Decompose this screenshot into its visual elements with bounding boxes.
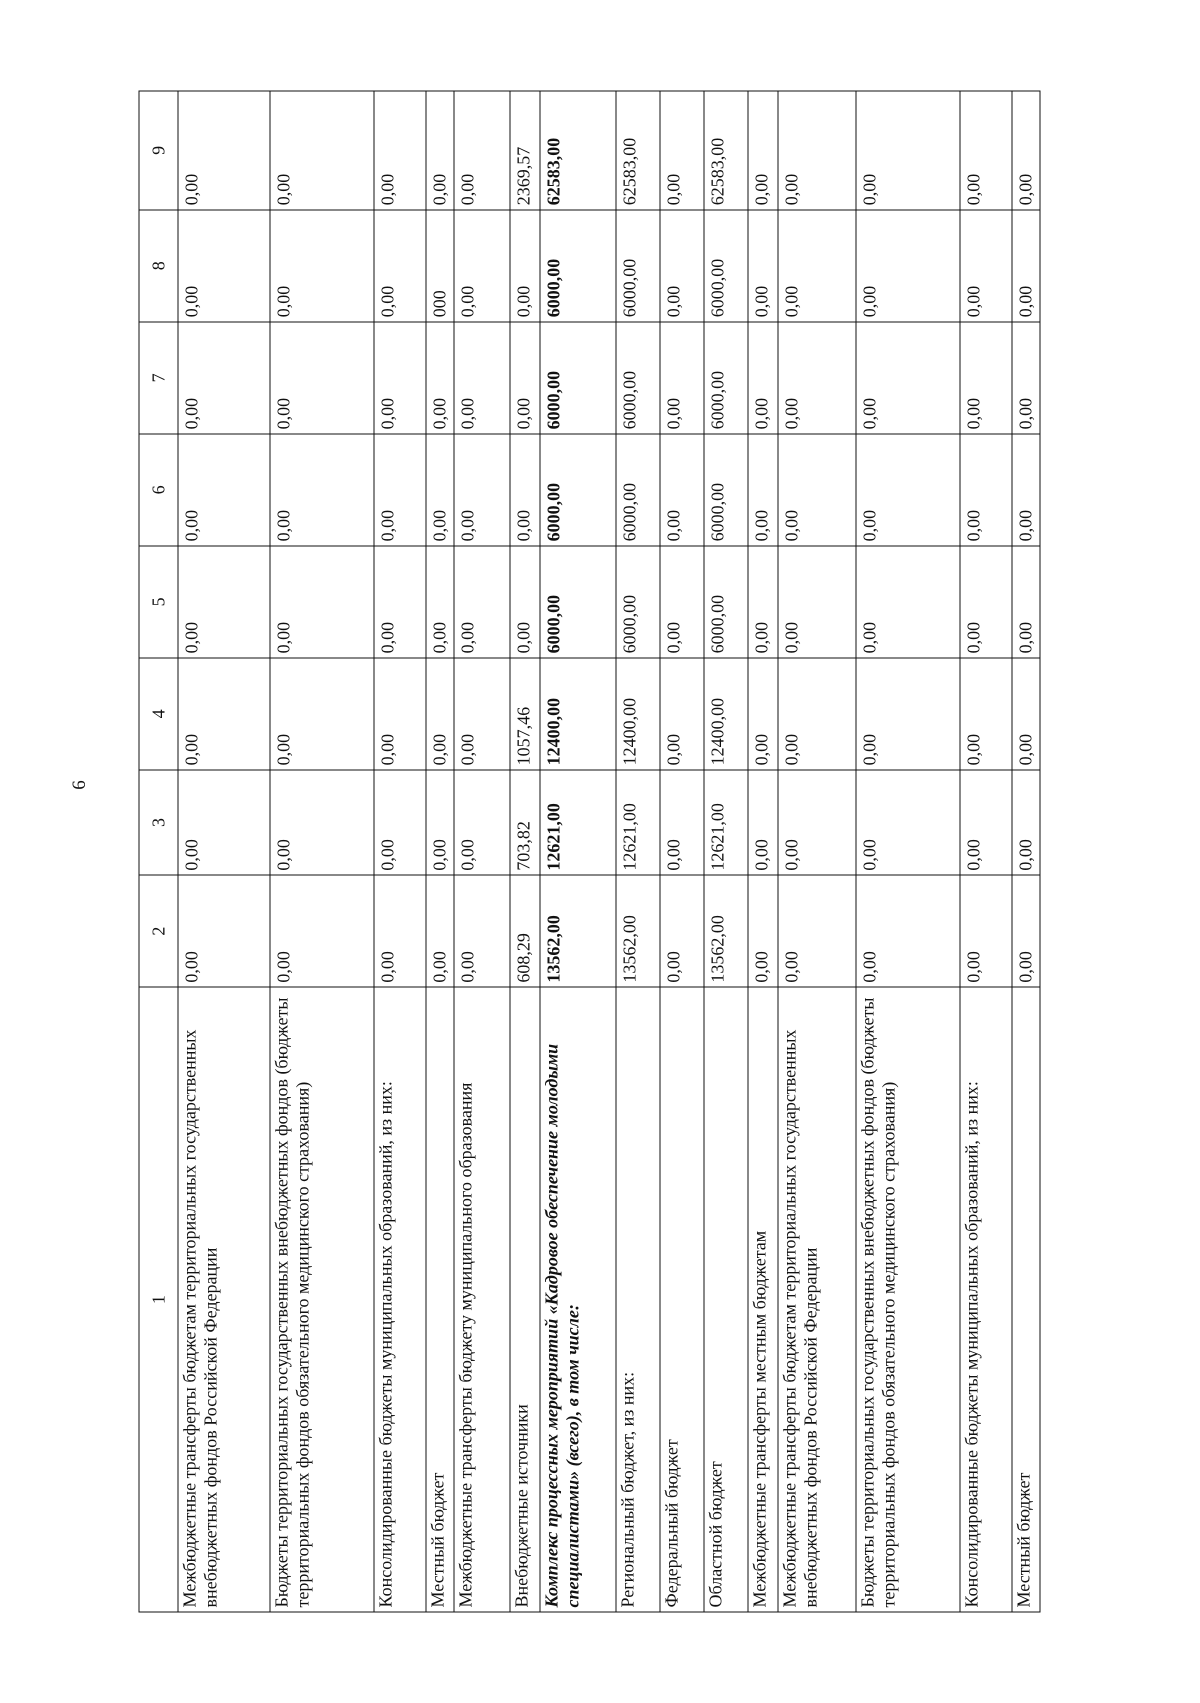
value-cell-col7: 0,00	[178, 322, 270, 434]
value-cell-col6: 0,00	[374, 434, 426, 546]
value-cell-col9: 0,00	[178, 91, 270, 210]
value-cell-col8: 0,00	[748, 210, 778, 322]
value-cell-col8: 6000,00	[704, 210, 748, 322]
value-cell-col6: 6000,00	[616, 434, 660, 546]
value-cell-col4: 0,00	[960, 658, 1012, 770]
value-cell-col5: 6000,00	[616, 546, 660, 658]
value-cell-col5: 0,00	[426, 546, 454, 658]
table-row	[748, 91, 778, 1612]
value-cell-col5: 0,00	[960, 546, 1012, 658]
table-row	[178, 91, 270, 1612]
value-cell-col3: 0,00	[178, 770, 270, 875]
header-cell-5: 5	[139, 546, 178, 658]
value-cell-col4: 12400,00	[540, 658, 616, 770]
value-cell-col2: 13562,00	[540, 875, 616, 987]
value-cell-col4: 0,00	[1012, 658, 1040, 770]
row-label: Внебюджетные источники	[510, 987, 540, 1612]
value-cell-col9: 0,00	[454, 91, 510, 210]
value-cell-col8: 6000,00	[540, 210, 616, 322]
value-cell-col4: 0,00	[748, 658, 778, 770]
table-row	[454, 91, 510, 1612]
table-row	[540, 91, 616, 1612]
table-row	[660, 91, 704, 1612]
value-cell-col2: 0,00	[1012, 875, 1040, 987]
value-cell-col2: 0,00	[660, 875, 704, 987]
value-cell-col7: 6000,00	[616, 322, 660, 434]
value-cell-col7: 0,00	[510, 322, 540, 434]
value-cell-col3: 703,82	[510, 770, 540, 875]
value-cell-col8: 6000,00	[616, 210, 660, 322]
row-label: Бюджеты территориальных государственных внебюджетных фондов (бюджеты территориальных фондов обязательного медицинского страхования)	[270, 987, 374, 1612]
value-cell-col4: 0,00	[660, 658, 704, 770]
value-cell-col9: 62583,00	[540, 91, 616, 210]
table-row	[270, 91, 374, 1612]
value-cell-col5: 6000,00	[540, 546, 616, 658]
header-cell-2: 2	[139, 875, 178, 987]
value-cell-col7: 6000,00	[704, 322, 748, 434]
row-label: Областной бюджет	[704, 987, 748, 1612]
table-row	[704, 91, 748, 1612]
row-label: Комплекс процессных мероприятий «Кадровое обеспечение молодыми специалистами» (всего), в том числе:	[540, 987, 616, 1612]
value-cell-col6: 0,00	[178, 434, 270, 546]
value-cell-col9: 0,00	[426, 91, 454, 210]
value-cell-col6: 0,00	[778, 434, 856, 546]
value-cell-col9: 0,00	[1012, 91, 1040, 210]
value-cell-col8: 0,00	[374, 210, 426, 322]
value-cell-col2: 0,00	[748, 875, 778, 987]
value-cell-col5: 0,00	[778, 546, 856, 658]
value-cell-col9: 0,00	[960, 91, 1012, 210]
row-label: Федеральный бюджет	[660, 987, 704, 1612]
value-cell-col7: 0,00	[856, 322, 960, 434]
value-cell-col7: 0,00	[748, 322, 778, 434]
value-cell-col5: 0,00	[374, 546, 426, 658]
value-cell-col8: 0,00	[960, 210, 1012, 322]
header-row	[139, 91, 178, 1612]
value-cell-col9: 62583,00	[704, 91, 748, 210]
table-row	[1012, 91, 1040, 1612]
row-label: Межбюджетные трансферты бюджету муниципального образования	[454, 987, 510, 1612]
row-label: Консолидированные бюджеты муниципальных образований, из них:	[374, 987, 426, 1612]
value-cell-col9: 0,00	[660, 91, 704, 210]
value-cell-col3: 12621,00	[540, 770, 616, 875]
rotated-table-wrapper	[139, 91, 1062, 1613]
value-cell-col7: 0,00	[1012, 322, 1040, 434]
value-cell-col2: 13562,00	[704, 875, 748, 987]
value-cell-col9: 0,00	[856, 91, 960, 210]
value-cell-col2: 0,00	[454, 875, 510, 987]
value-cell-col3: 12621,00	[704, 770, 748, 875]
value-cell-col2: 0,00	[270, 875, 374, 987]
table-row	[426, 91, 454, 1612]
value-cell-col4: 0,00	[778, 658, 856, 770]
value-cell-col5: 0,00	[454, 546, 510, 658]
header-cell-4: 4	[139, 658, 178, 770]
table-row	[960, 91, 1012, 1612]
value-cell-col8: 0,00	[270, 210, 374, 322]
value-cell-col6: 0,00	[510, 434, 540, 546]
page-number: 6	[69, 780, 90, 790]
value-cell-col6: 0,00	[960, 434, 1012, 546]
value-cell-col8: 0,00	[660, 210, 704, 322]
row-label: Межбюджетные трансферты бюджетам территориальных государственных внебюджетных фондов Российской Федерации	[778, 987, 856, 1612]
value-cell-col2: 0,00	[178, 875, 270, 987]
value-cell-col7: 0,00	[454, 322, 510, 434]
value-cell-col4: 0,00	[374, 658, 426, 770]
row-label: Консолидированные бюджеты муниципальных образований, из них:	[960, 987, 1012, 1612]
value-cell-col9: 0,00	[778, 91, 856, 210]
value-cell-col3: 0,00	[660, 770, 704, 875]
value-cell-col7: 0,00	[960, 322, 1012, 434]
value-cell-col6: 6000,00	[704, 434, 748, 546]
table-row	[374, 91, 426, 1612]
value-cell-col4: 12400,00	[704, 658, 748, 770]
value-cell-col6: 6000,00	[540, 434, 616, 546]
value-cell-col9: 0,00	[270, 91, 374, 210]
value-cell-col7: 0,00	[660, 322, 704, 434]
value-cell-col4: 0,00	[426, 658, 454, 770]
row-label: Межбюджетные трансферты местным бюджетам	[748, 987, 778, 1612]
value-cell-col2: 0,00	[374, 875, 426, 987]
value-cell-col2: 13562,00	[616, 875, 660, 987]
value-cell-col3: 12621,00	[616, 770, 660, 875]
value-cell-col4: 0,00	[454, 658, 510, 770]
table-row	[856, 91, 960, 1612]
value-cell-col2: 0,00	[426, 875, 454, 987]
value-cell-col8: 0,00	[510, 210, 540, 322]
value-cell-col3: 0,00	[960, 770, 1012, 875]
value-cell-col6: 0,00	[426, 434, 454, 546]
value-cell-col6: 0,00	[660, 434, 704, 546]
value-cell-col3: 0,00	[856, 770, 960, 875]
budget-table	[139, 91, 1041, 1613]
header-cell-6: 6	[139, 434, 178, 546]
value-cell-col5: 0,00	[510, 546, 540, 658]
value-cell-col9: 0,00	[374, 91, 426, 210]
value-cell-col4: 0,00	[178, 658, 270, 770]
value-cell-col3: 0,00	[454, 770, 510, 875]
header-cell-8: 8	[139, 210, 178, 322]
row-label: Межбюджетные трансферты бюджетам территориальных государственных внебюджетных фондов Российской Федерации	[178, 987, 270, 1612]
value-cell-col4: 0,00	[270, 658, 374, 770]
table-row	[616, 91, 660, 1612]
table-row	[778, 91, 856, 1612]
value-cell-col3: 0,00	[426, 770, 454, 875]
value-cell-col5: 0,00	[1012, 546, 1040, 658]
value-cell-col6: 0,00	[748, 434, 778, 546]
value-cell-col6: 0,00	[270, 434, 374, 546]
row-label: Местный бюджет	[1012, 987, 1040, 1612]
value-cell-col7: 6000,00	[540, 322, 616, 434]
value-cell-col9: 2369,57	[510, 91, 540, 210]
value-cell-col3: 0,00	[374, 770, 426, 875]
value-cell-col5: 0,00	[856, 546, 960, 658]
value-cell-col3: 0,00	[748, 770, 778, 875]
value-cell-col7: 0,00	[426, 322, 454, 434]
value-cell-col9: 0,00	[748, 91, 778, 210]
value-cell-col6: 0,00	[454, 434, 510, 546]
row-label: Местный бюджет	[426, 987, 454, 1612]
value-cell-col5: 6000,00	[704, 546, 748, 658]
value-cell-col2: 608,29	[510, 875, 540, 987]
value-cell-col4: 1057,46	[510, 658, 540, 770]
value-cell-col3: 0,00	[778, 770, 856, 875]
value-cell-col5: 0,00	[660, 546, 704, 658]
header-cell-3: 3	[139, 770, 178, 875]
header-cell-1: 1	[139, 987, 178, 1612]
value-cell-col2: 0,00	[960, 875, 1012, 987]
value-cell-col5: 0,00	[178, 546, 270, 658]
row-label: Региональный бюджет, из них:	[616, 987, 660, 1612]
value-cell-col5: 0,00	[270, 546, 374, 658]
value-cell-col4: 0,00	[856, 658, 960, 770]
value-cell-col7: 0,00	[374, 322, 426, 434]
value-cell-col5: 0,00	[748, 546, 778, 658]
value-cell-col8: 0,00	[178, 210, 270, 322]
value-cell-col7: 0,00	[778, 322, 856, 434]
value-cell-col3: 0,00	[1012, 770, 1040, 875]
value-cell-col2: 0,00	[778, 875, 856, 987]
value-cell-col6: 0,00	[1012, 434, 1040, 546]
table-body	[178, 91, 1040, 1612]
value-cell-col4: 12400,00	[616, 658, 660, 770]
value-cell-col8: 0,00	[778, 210, 856, 322]
table-row	[510, 91, 540, 1612]
header-cell-7: 7	[139, 322, 178, 434]
value-cell-col8: 0,00	[454, 210, 510, 322]
value-cell-col6: 0,00	[856, 434, 960, 546]
value-cell-col3: 0,00	[270, 770, 374, 875]
value-cell-col8: 000	[426, 210, 454, 322]
value-cell-col8: 0,00	[1012, 210, 1040, 322]
value-cell-col8: 0,00	[856, 210, 960, 322]
value-cell-col2: 0,00	[856, 875, 960, 987]
value-cell-col7: 0,00	[270, 322, 374, 434]
header-cell-9: 9	[139, 91, 178, 210]
value-cell-col9: 62583,00	[616, 91, 660, 210]
row-label: Бюджеты территориальных государственных внебюджетных фондов (бюджеты территориальных фондов обязательного медицинского страхования)	[856, 987, 960, 1612]
